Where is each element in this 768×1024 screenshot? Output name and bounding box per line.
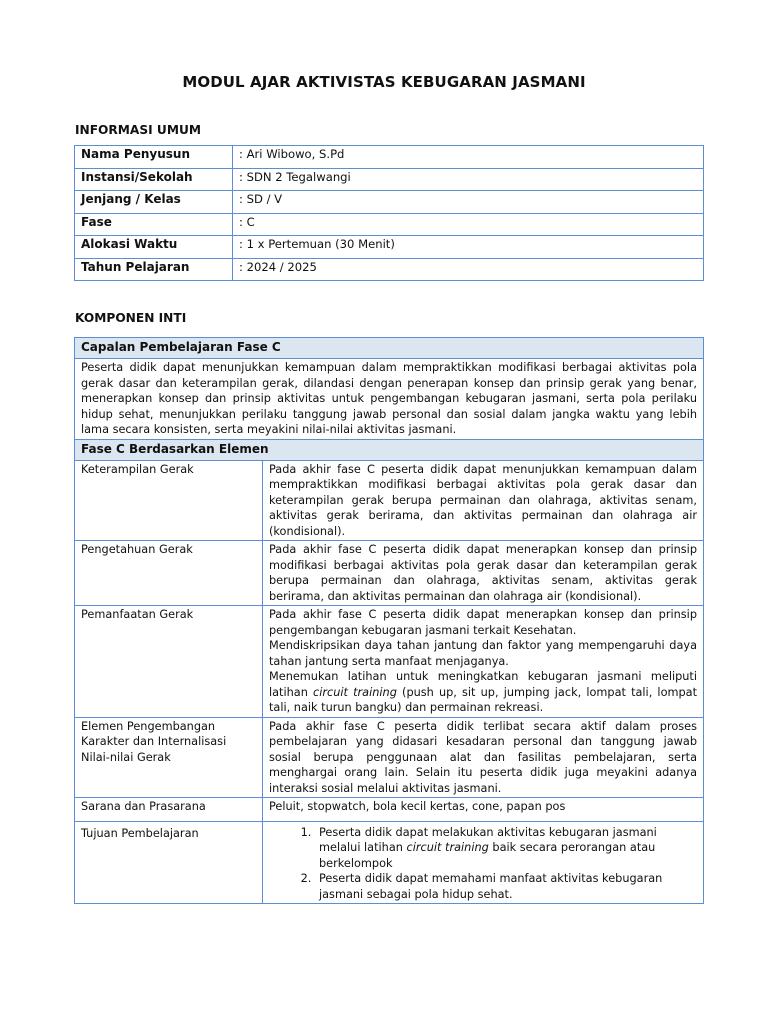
info-value: : C <box>233 213 704 236</box>
info-value: : Ari Wibowo, S.Pd <box>233 146 704 169</box>
elemen-heading: Fase C Berdasarkan Elemen <box>75 439 704 460</box>
tujuan-label: Tujuan Pembelajaran <box>75 821 263 904</box>
elemen-text: Pada akhir fase C peserta didik dapat menerapkan konsep dan prinsip modifikasi berbagai aktivitas pola gerak dasar dan keterampilan gerak berupa permainan dan olahraga, aktivitas senam, aktivitas gerak berirama, dan aktivitas permainan dan olahraga air (kondisional). <box>263 541 704 606</box>
elemen-paragraph: Mendiskripsikan daya tahan jantung dan faktor yang mempengaruhi daya tahan jantung serta manfaat menjaganya. <box>269 639 697 668</box>
section-heading-komponen-inti: KOMPONEN INTI <box>75 311 187 325</box>
table-row <box>75 258 704 281</box>
table-row <box>75 168 704 191</box>
info-value: : SDN 2 Tegalwangi <box>233 168 704 191</box>
tujuan-list <box>269 825 697 903</box>
text-segment: Menemukan latihan untuk meningkatkan kebugaran jasmani meliputi latihan <box>269 670 697 699</box>
list-item <box>315 871 697 902</box>
elemen-label: Pengetahuan Gerak <box>75 541 263 606</box>
core-table <box>74 337 704 904</box>
table-row <box>75 798 704 822</box>
table-row <box>75 717 704 798</box>
table-row <box>75 439 704 460</box>
text-segment: Peserta didik dapat memahami manfaat aktivitas kebugaran jasmani sebagai pola hidup sehat. <box>319 872 663 901</box>
tujuan-list-cell <box>263 821 704 904</box>
table-row <box>75 359 704 440</box>
info-label: Nama Penyusun <box>75 146 233 169</box>
list-item <box>315 825 697 872</box>
table-row <box>75 213 704 236</box>
table-row <box>75 191 704 214</box>
info-label: Tahun Pelajaran <box>75 258 233 281</box>
info-label: Fase <box>75 213 233 236</box>
elemen-text: Pada akhir fase C peserta didik terlibat secara aktif dalam proses pembelajaran yang didasari kesadaran personal dan tanggung jawab sosial berupa penggunaan alat dan fasilitas pembelajaran, serta menghargai orang lain. Selain itu peserta didik juga meyakini adanya interaksi sosial melalui aktivitas jasmani. <box>263 717 704 798</box>
capaian-text: Peserta didik dapat menunjukkan kemampuan dalam mempraktikkan modifikasi berbagai aktivitas pola gerak dasar dan keterampilan gerak, dilandasi dengan penerapan konsep dan prinsip gerak yang benar, menerapkan konsep dan prinsip aktivitas untuk pengembangan kebugaran jasmani, serta pola perilaku hidup sehat, menunjukkan perilaku tanggung jawab personal dan sosial dalam jangka waktu yang lebih lama secara konsisten, serta meyakini nilai-nilai aktivitas jasmani. <box>75 359 704 440</box>
info-value: : 1 x Pertemuan (30 Menit) <box>233 236 704 259</box>
info-label: Alokasi Waktu <box>75 236 233 259</box>
table-row <box>75 606 704 718</box>
italic-term: circuit training <box>313 685 397 699</box>
elemen-label: Elemen Pengembangan Karakter dan Internalisasi Nilai-nilai Gerak <box>75 717 263 798</box>
table-row <box>75 236 704 259</box>
table-row <box>75 338 704 359</box>
elemen-paragraph <box>269 669 697 716</box>
table-row <box>75 460 704 541</box>
italic-term: circuit training <box>406 841 489 854</box>
text-segment: baik secara perorangan atau berkelompok <box>319 841 656 870</box>
text-segment: (push up, sit up, jumping jack, lompat tali, lompat tali, naik turun bangku) dan permainan rekreasi. <box>269 685 698 714</box>
info-table <box>74 145 704 281</box>
info-value: : 2024 / 2025 <box>233 258 704 281</box>
capaian-heading: Capalan Pembelajaran Fase C <box>75 338 704 359</box>
table-row <box>75 146 704 169</box>
info-label: Instansi/Sekolah <box>75 168 233 191</box>
elemen-label: Keterampilan Gerak <box>75 460 263 541</box>
table-row <box>75 541 704 606</box>
elemen-paragraph: Pada akhir fase C peserta didik dapat menerapkan konsep dan prinsip pengembangan kebugaran jasmani terkait Kesehatan. <box>269 608 697 637</box>
info-value: : SD / V <box>233 191 704 214</box>
elemen-label: Sarana dan Prasarana <box>75 798 263 822</box>
page-title: MODUL AJAR AKTIVISTAS KEBUGARAN JASMANI <box>182 73 586 91</box>
elemen-label: Pemanfaatan Gerak <box>75 606 263 718</box>
elemen-text: Pada akhir fase C peserta didik dapat menunjukkan kemampuan dalam mempraktikkan modifikasi berbagai aktivitas pola gerak dasar dan keterampilan gerak berupa permainan dan olahraga, aktivitas senam, aktivitas gerak berirama, dan aktivitas permainan dan olahraga air (kondisional). <box>263 460 704 541</box>
elemen-text: Peluit, stopwatch, bola kecil kertas, cone, papan pos <box>263 798 704 822</box>
elemen-text <box>263 606 704 718</box>
section-heading-informasi-umum: INFORMASI UMUM <box>75 123 201 137</box>
info-label: Jenjang / Kelas <box>75 191 233 214</box>
text-segment: Peserta didik dapat melakukan aktivitas kebugaran jasmani melalui latihan <box>319 825 657 854</box>
table-row <box>75 821 704 904</box>
